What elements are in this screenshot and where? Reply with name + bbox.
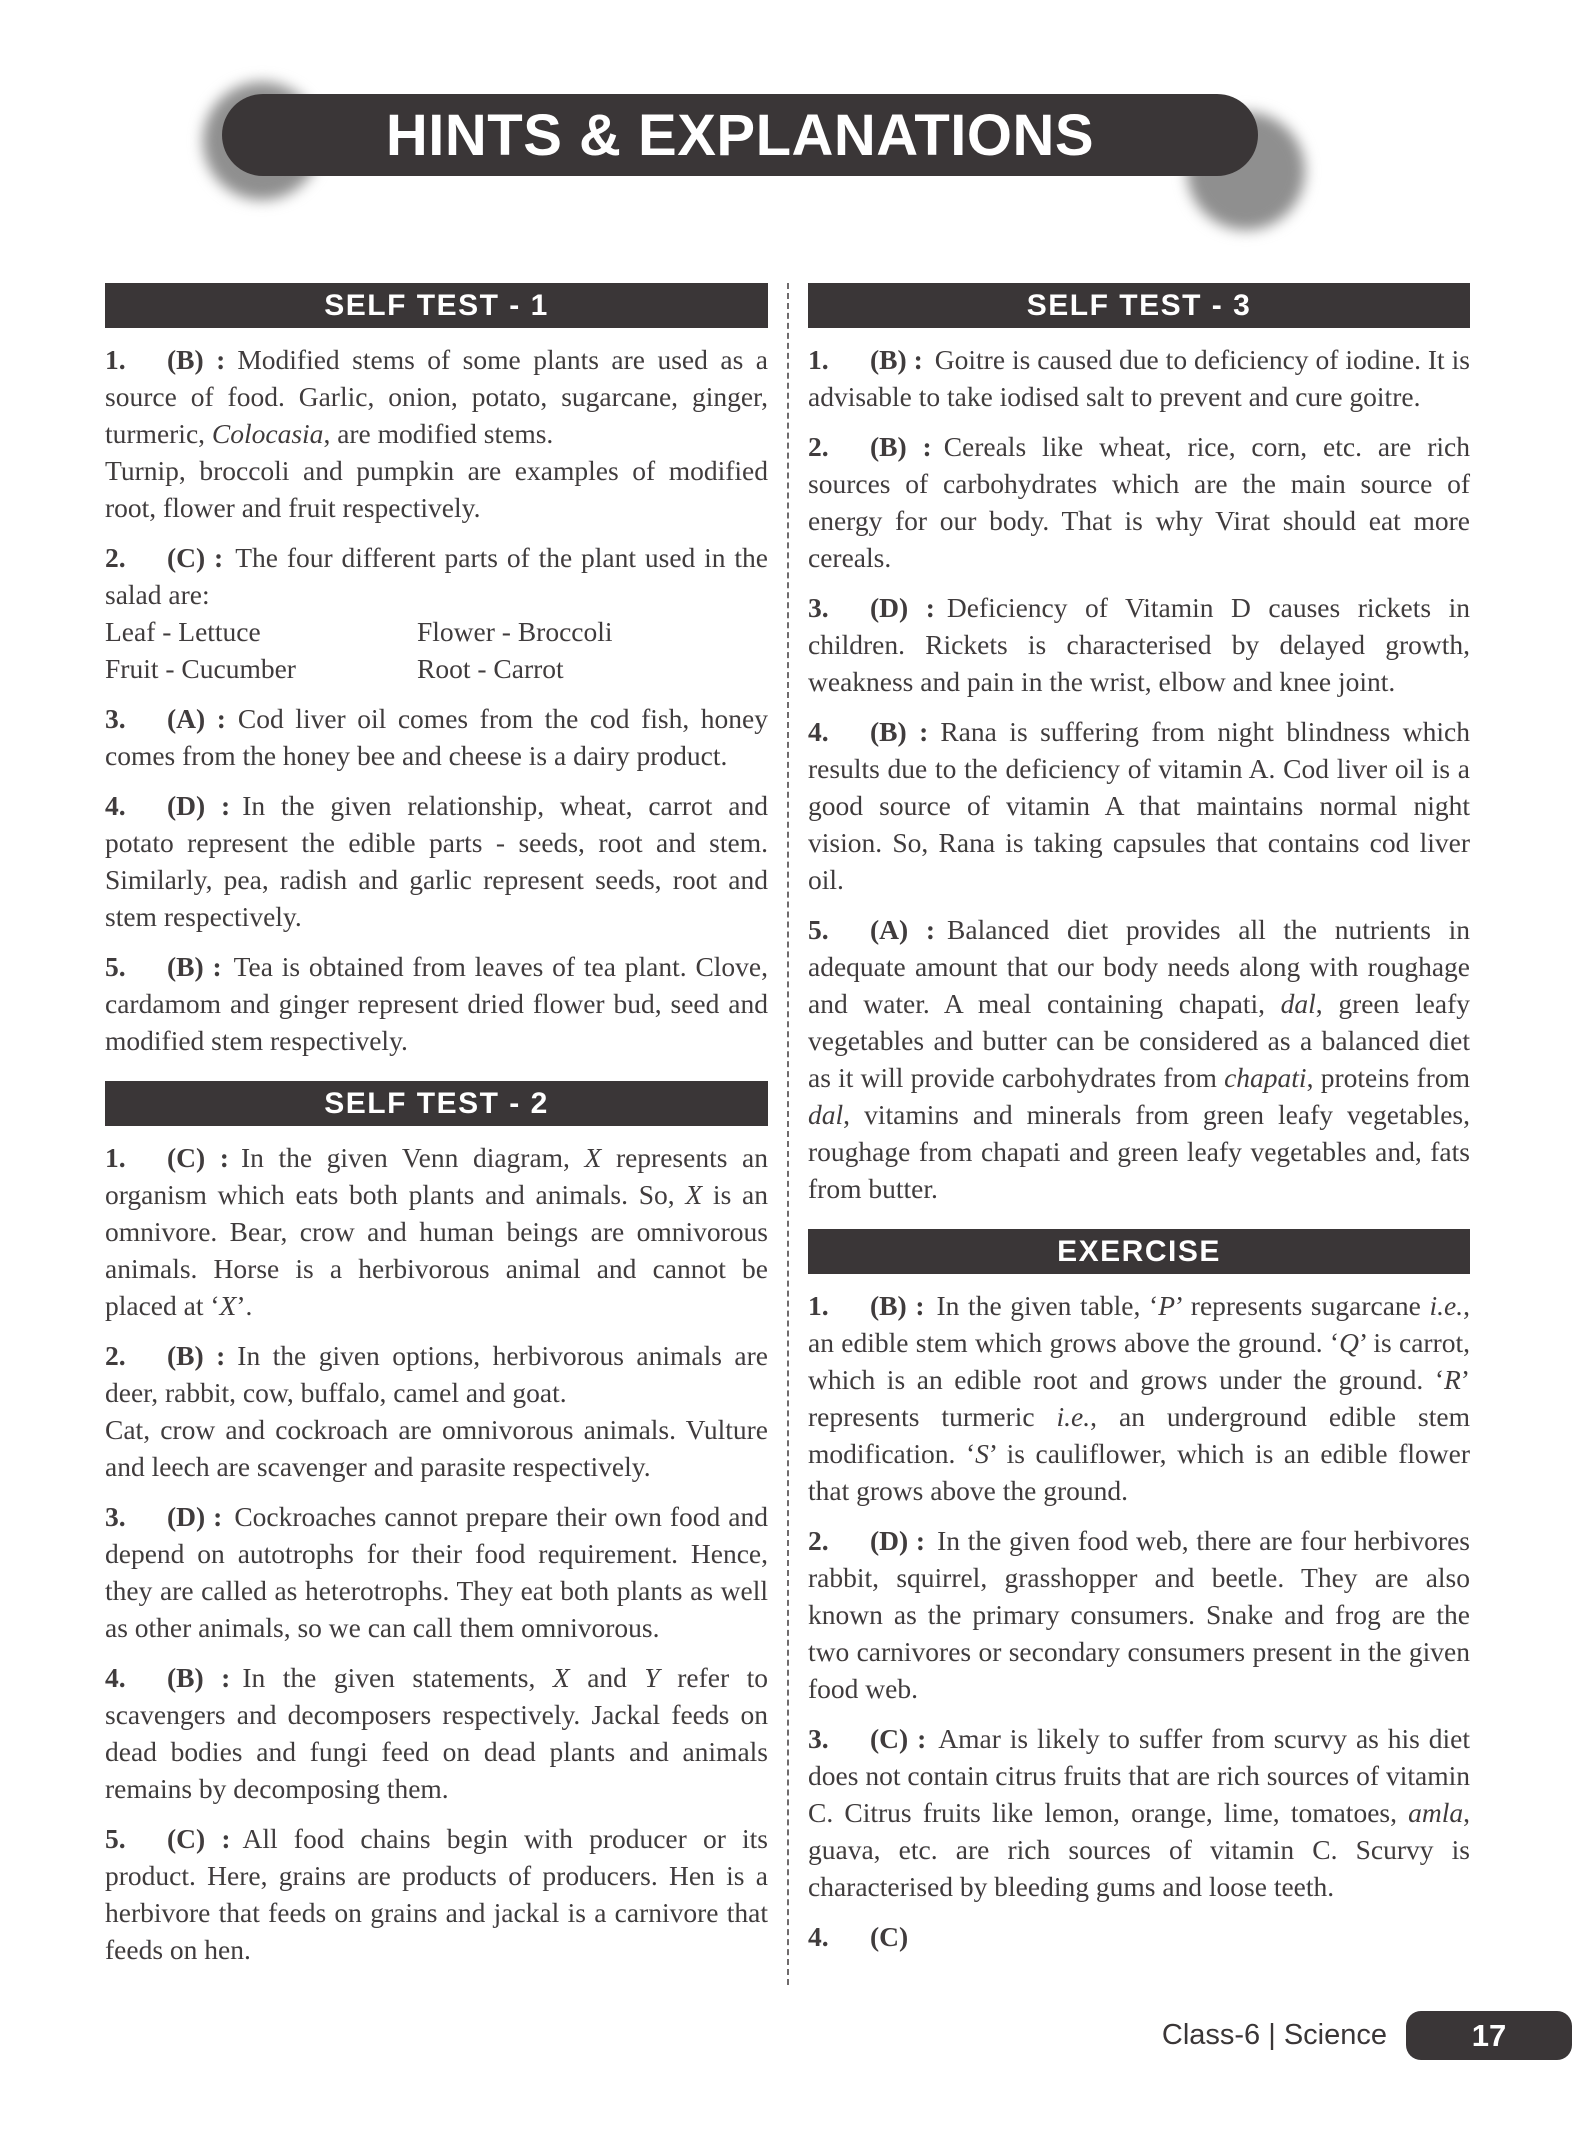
pair-row (105, 613, 768, 650)
pair-cell: Leaf - Lettuce (105, 616, 261, 647)
text-run: In the given Venn diagram, (240, 1142, 585, 1173)
section-items (808, 341, 1470, 1207)
item-answer: (C) : (870, 1723, 927, 1754)
italic-text: dal (808, 1099, 844, 1130)
section-title: SELF TEST - 1 (324, 288, 549, 322)
answer-item (105, 341, 768, 526)
item-paragraph (808, 1918, 1470, 1955)
item-number: 1. (105, 1142, 126, 1173)
item-number: 3. (105, 703, 126, 734)
item-number: 1. (105, 344, 126, 375)
section-title: EXERCISE (1057, 1234, 1221, 1268)
section-items (105, 341, 768, 1059)
italic-text: Colocasia (211, 418, 324, 449)
section-header (808, 283, 1470, 328)
answer-item (105, 539, 768, 687)
text-run: , an edible stem which grows above the ground. ‘ (808, 1290, 1471, 1358)
text-run: In the given options, herbivorous animals are deer, rabbit, cow, buffalo, camel and goat. (105, 1340, 768, 1408)
section-header (808, 1229, 1470, 1274)
italic-text: Q (1339, 1327, 1359, 1358)
page-number: 17 (1471, 2017, 1507, 2053)
text-run: Deficiency of Vitamin D causes rickets in children. Rickets is characterised by delayed growth, weakness and pain in the wrist, elbow and knee joint. (808, 592, 1470, 697)
text-run: , an underground edible stem modification. ‘ (808, 1401, 1470, 1469)
text-run: Goitre is caused due to deficiency of iodine. It is advisable to take iodised salt to prevent and cure goitre. (808, 344, 1470, 412)
italic-text: P (1158, 1290, 1176, 1321)
item-number: 3. (808, 592, 829, 623)
text-run: Tea is obtained from leaves of tea plant. Clove, cardamom and ginger represent dried flower bud, seed and modified stem respectively. (105, 951, 769, 1056)
item-answer: (B) : (870, 431, 932, 462)
italic-text: dal (1280, 988, 1316, 1019)
italic-text: i.e. (1056, 1401, 1091, 1432)
italic-text: S (975, 1438, 989, 1469)
text-run: ’ is carrot, which is an edible root and grows under the ground. ‘ (808, 1327, 1470, 1395)
item-paragraph (105, 1820, 768, 1968)
text-run: In the given statements, (242, 1662, 553, 1693)
answer-item (105, 787, 768, 935)
italic-text: X (685, 1179, 703, 1210)
italic-text: chapati (1224, 1062, 1307, 1093)
item-body (808, 914, 1470, 1204)
answer-item (808, 1287, 1470, 1509)
section (808, 283, 1470, 1207)
section-header (105, 283, 768, 328)
answer-item (105, 1820, 768, 1968)
item-paragraph (808, 341, 1470, 415)
text-run: ’ represents turmeric (808, 1364, 1470, 1432)
answer-item (105, 1498, 768, 1646)
answer-item (105, 1659, 768, 1807)
text-run: All food chains begin with producer or its product. Here, grains are products of producers. Hen is a herbivore that feeds on grains and jackal is a carnivore that feeds on hen. (105, 1823, 768, 1965)
text-run: Turnip, broccoli and pumpkin are examples of modified root, flower and fruit respectively. (105, 455, 768, 523)
answer-item (808, 589, 1470, 700)
item-number: 2. (808, 1525, 829, 1556)
item-paragraph (808, 428, 1470, 576)
item-answer: (B) : (167, 951, 222, 982)
item-paragraph (808, 1522, 1470, 1707)
answer-item (105, 1337, 768, 1485)
text-run: Rana is suffering from night blindness which results due to the deficiency of vitamin A. Cod liver oil is a good source of vitamin A that maintains normal night vision. So, Rana is taking capsules that contains cod liver oil. (808, 716, 1470, 895)
pair-cell: Root - Carrot (417, 653, 564, 684)
text-run: represents an organism which eats both plants and animals. So, (105, 1142, 768, 1210)
column-divider (787, 283, 789, 1985)
item-paragraph (808, 713, 1470, 898)
item-paragraph (105, 787, 768, 935)
italic-text: i.e. (1429, 1290, 1464, 1321)
item-number: 4. (105, 790, 126, 821)
item-answer: (C) : (167, 1142, 229, 1173)
italic-text: amla (1408, 1797, 1464, 1828)
italic-text: X (584, 1142, 602, 1173)
item-answer: (C) : (167, 1823, 231, 1854)
text-run: ’ represents sugarcane (1175, 1290, 1430, 1321)
item-paragraph (105, 1411, 768, 1485)
item-answer: (D) : (167, 1501, 223, 1532)
item-answer: (B) : (870, 1290, 925, 1321)
item-paragraph (808, 1287, 1470, 1509)
item-answer: (D) : (870, 1525, 926, 1556)
item-paragraph (105, 948, 768, 1059)
answer-item (808, 713, 1470, 898)
answer-item (105, 700, 768, 774)
answer-item (105, 1139, 768, 1324)
italic-text: R (1444, 1364, 1461, 1395)
item-number: 4. (808, 1921, 829, 1952)
text-run: , vitamins and minerals from green leafy vegetables, roughage from chapati and green leafy vegetables and, fats from butter. (808, 1099, 1470, 1204)
item-body-rest (105, 452, 768, 526)
item-answer: (C) (870, 1921, 909, 1952)
italic-text: Y (644, 1662, 660, 1693)
item-paragraph (105, 452, 768, 526)
item-paragraph (105, 341, 768, 452)
page-banner (222, 94, 1258, 176)
item-body (808, 1290, 1470, 1506)
text-run: In the given relationship, wheat, carrot and potato represent the edible parts - seeds, root and stem. Similarly, pea, radish and garlic represent seeds, root and stem respectively. (105, 790, 769, 932)
item-number: 1. (808, 1290, 829, 1321)
item-answer: (B) : (167, 344, 226, 375)
item-number: 2. (808, 431, 829, 462)
page-number-badge (1406, 2011, 1572, 2060)
text-run: , are modified stems. (323, 418, 554, 449)
text-run: refer to scavengers and decomposers respectively. Jackal feeds on dead bodies and fungi feed on dead plants and animals remains by decomposing them. (105, 1662, 768, 1804)
text-run: , green leafy vegetables and butter can be considered as a balanced diet as it will provide carbohydrates from (808, 988, 1470, 1093)
item-number: 4. (105, 1662, 126, 1693)
text-run: Balanced diet provides all the nutrients in adequate amount that our body needs along with roughage and water. A meal containing chapati, (808, 914, 1470, 1019)
text-run: , proteins from (1306, 1062, 1470, 1093)
section (105, 1081, 768, 1968)
item-paragraph (105, 539, 768, 613)
item-paragraph (105, 1498, 768, 1646)
item-number: 3. (808, 1723, 829, 1754)
item-paragraph (105, 700, 768, 774)
item-paragraph (808, 911, 1470, 1207)
item-answer: (C) : (167, 542, 224, 573)
item-number: 5. (808, 914, 829, 945)
item-paragraph (105, 1139, 768, 1324)
section (105, 283, 768, 1059)
column-right (808, 283, 1470, 1968)
text-run: In the given food web, there are four herbivores rabbit, squirrel, grasshopper and beetle. They are also known as the primary consumers. Snake and frog are the two carnivores or secondary consumers present in the given food web. (808, 1525, 1470, 1704)
italic-text: X (219, 1290, 237, 1321)
item-answer: (B) : (870, 344, 923, 375)
text-run: is an omnivore. Bear, crow and human beings are omnivorous animals. Horse is a herbivorous animal and cannot be placed at ‘ (105, 1179, 768, 1321)
text-run: Amar is likely to suffer from scurvy as his diet does not contain citrus fruits that are rich sources of vitamin C. Citrus fruits like lemon, orange, lime, tomatoes, (808, 1723, 1470, 1828)
answer-item (105, 948, 768, 1059)
item-paragraph (105, 1337, 768, 1411)
item-body-rest (105, 1411, 768, 1485)
section-title: SELF TEST - 3 (1026, 288, 1252, 322)
text-run: Cat, crow and cockroach are omnivorous animals. Vulture and leech are scavenger and parasite respectively. (105, 1414, 768, 1482)
pair-row (105, 650, 768, 687)
text-run: ’. (236, 1290, 253, 1321)
item-number: 4. (808, 716, 829, 747)
section-items (808, 1287, 1470, 1955)
text-run: Modified stems of some plants are used as a source of food. Garlic, onion, potato, sugarcane, ginger, turmeric, (105, 344, 768, 449)
item-answer: (D) : (167, 790, 231, 821)
item-number: 3. (105, 1501, 126, 1532)
item-answer: (B) : (167, 1340, 226, 1371)
text-run: Cod liver oil comes from the cod fish, honey comes from the honey bee and cheese is a dairy product. (105, 703, 768, 771)
item-answer: (B) : (870, 716, 929, 747)
item-answer: (A) : (870, 914, 936, 945)
section-items (105, 1139, 768, 1968)
text-run: In the given table, ‘ (936, 1290, 1159, 1321)
answer-item (808, 341, 1470, 415)
item-paragraph (808, 589, 1470, 700)
text-run: Cockroaches cannot prepare their own food and depend on autotrophs for their food requirement. Hence, they are called as heterotrophs. They eat both plants as well as other animals, so we can call them omnivorous. (105, 1501, 768, 1643)
answer-item (808, 1918, 1470, 1955)
column-left (105, 283, 768, 1981)
item-paragraph (808, 1720, 1470, 1905)
text-run: and (569, 1662, 645, 1693)
pair-cell: Flower - Broccoli (417, 616, 613, 647)
item-answer: (B) : (167, 1662, 231, 1693)
italic-text: X (552, 1662, 570, 1693)
text-run: ’ is cauliflower, which is an edible flower that grows above the ground. (808, 1438, 1470, 1506)
text-run: , guava, etc. are rich sources of vitamin C. Scurvy is characterised by bleeding gums and loose teeth. (808, 1797, 1470, 1902)
answer-item (808, 911, 1470, 1207)
text-run: The four different parts of the plant used in the salad are: (105, 542, 768, 610)
item-body-rest (105, 613, 768, 687)
section-header (105, 1081, 768, 1126)
item-paragraph (105, 1659, 768, 1807)
section-title: SELF TEST - 2 (324, 1086, 549, 1120)
section (808, 1229, 1470, 1955)
answer-item (808, 428, 1470, 576)
item-number: 2. (105, 1340, 126, 1371)
page-title: HINTS & EXPLANATIONS (385, 102, 1095, 168)
pair-cell: Fruit - Cucumber (105, 653, 296, 684)
item-number: 5. (105, 1823, 126, 1854)
answer-item (808, 1522, 1470, 1707)
answer-item (808, 1720, 1470, 1905)
item-number: 5. (105, 951, 126, 982)
item-number: 1. (808, 344, 829, 375)
item-answer: (D) : (870, 592, 935, 623)
text-run: Cereals like wheat, rice, corn, etc. are rich sources of carbohydrates which are the main source of energy for our body. That is why Virat should eat more cereals. (808, 431, 1470, 573)
item-answer: (A) : (167, 703, 226, 734)
footer-label: Class-6 | Science (1161, 2019, 1387, 2051)
item-number: 2. (105, 542, 126, 573)
